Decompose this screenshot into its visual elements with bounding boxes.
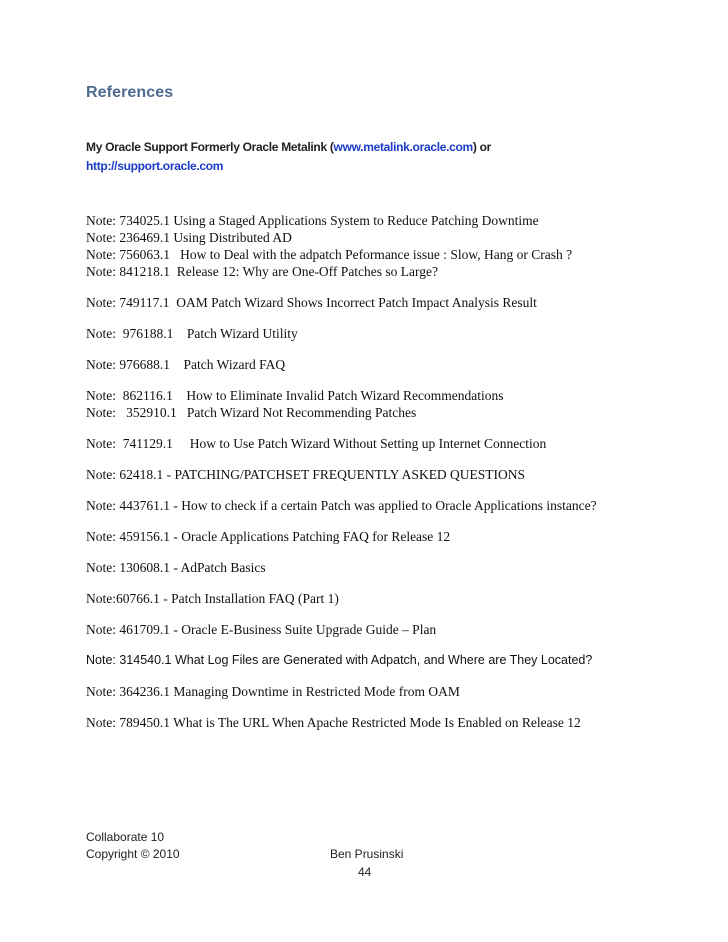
note-group bbox=[86, 435, 686, 452]
note-group bbox=[86, 294, 686, 311]
note-item: Note:60766.1 - Patch Installation FAQ (Part 1) bbox=[86, 591, 339, 606]
note-group bbox=[86, 356, 686, 373]
note-group bbox=[86, 590, 686, 607]
note-group bbox=[86, 714, 686, 731]
section-heading: References bbox=[86, 84, 174, 101]
note-item: Note: 741129.1 How to Use Patch Wizard Without Setting up Internet Connection bbox=[86, 436, 547, 451]
note-group bbox=[86, 621, 686, 638]
note-item: Note: 789450.1 What is The URL When Apache Restricted Mode Is Enabled on Release 12 bbox=[86, 715, 581, 730]
support-oracle-link[interactable]: http://support.oracle.com bbox=[86, 159, 224, 173]
note-group bbox=[86, 466, 686, 483]
note-group bbox=[86, 325, 686, 342]
note-group bbox=[86, 212, 686, 280]
note-item: Note: 314540.1 What Log Files are Generated with Adpatch, and Where are They Located? bbox=[86, 653, 593, 667]
note-group bbox=[86, 387, 686, 421]
note-item: Note: 862116.1 How to Eliminate Invalid Patch Wizard Recommendations bbox=[86, 388, 504, 403]
page-footer bbox=[86, 830, 646, 890]
note-item: Note: 749117.1 OAM Patch Wizard Shows Incorrect Patch Impact Analysis Result bbox=[86, 295, 537, 310]
note-item: Note: 364236.1 Managing Downtime in Restricted Mode from OAM bbox=[86, 684, 460, 699]
source-suffix: ) or bbox=[472, 140, 492, 154]
note-group bbox=[86, 497, 686, 514]
source-reference bbox=[86, 138, 646, 176]
note-group bbox=[86, 528, 686, 545]
notes-list bbox=[86, 212, 686, 745]
note-group bbox=[86, 683, 686, 700]
note-item: Note: 352910.1 Patch Wizard Not Recommending Patches bbox=[86, 405, 417, 420]
footer-copyright: Copyright © 2010 bbox=[86, 847, 180, 861]
note-item: Note: 236469.1 Using Distributed AD bbox=[86, 230, 292, 245]
footer-event: Collaborate 10 bbox=[86, 830, 165, 844]
note-item: Note: 976188.1 Patch Wizard Utility bbox=[86, 326, 298, 341]
note-item: Note: 841218.1 Release 12: Why are One-Off Patches so Large? bbox=[86, 264, 439, 279]
source-prefix: My Oracle Support Formerly Oracle Metalink ( bbox=[86, 140, 334, 154]
page-number: 44 bbox=[358, 865, 372, 879]
note-group bbox=[86, 559, 686, 576]
note-item: Note: 459156.1 - Oracle Applications Patching FAQ for Release 12 bbox=[86, 529, 451, 544]
note-item: Note: 734025.1 Using a Staged Applications System to Reduce Patching Downtime bbox=[86, 213, 539, 228]
note-item: Note: 130608.1 - AdPatch Basics bbox=[86, 560, 266, 575]
metalink-link[interactable]: www.metalink.oracle.com bbox=[333, 140, 473, 154]
note-item: Note: 756063.1 How to Deal with the adpatch Peformance issue : Slow, Hang or Crash ? bbox=[86, 247, 573, 262]
note-item: Note: 976688.1 Patch Wizard FAQ bbox=[86, 357, 286, 372]
note-item: Note: 62418.1 - PATCHING/PATCHSET FREQUENTLY ASKED QUESTIONS bbox=[86, 467, 526, 482]
footer-author: Ben Prusinski bbox=[330, 847, 404, 861]
note-item: Note: 461709.1 - Oracle E-Business Suite Upgrade Guide – Plan bbox=[86, 622, 437, 637]
note-item: Note: 443761.1 - How to check if a certain Patch was applied to Oracle Applications instance? bbox=[86, 498, 597, 513]
note-group bbox=[86, 652, 686, 669]
